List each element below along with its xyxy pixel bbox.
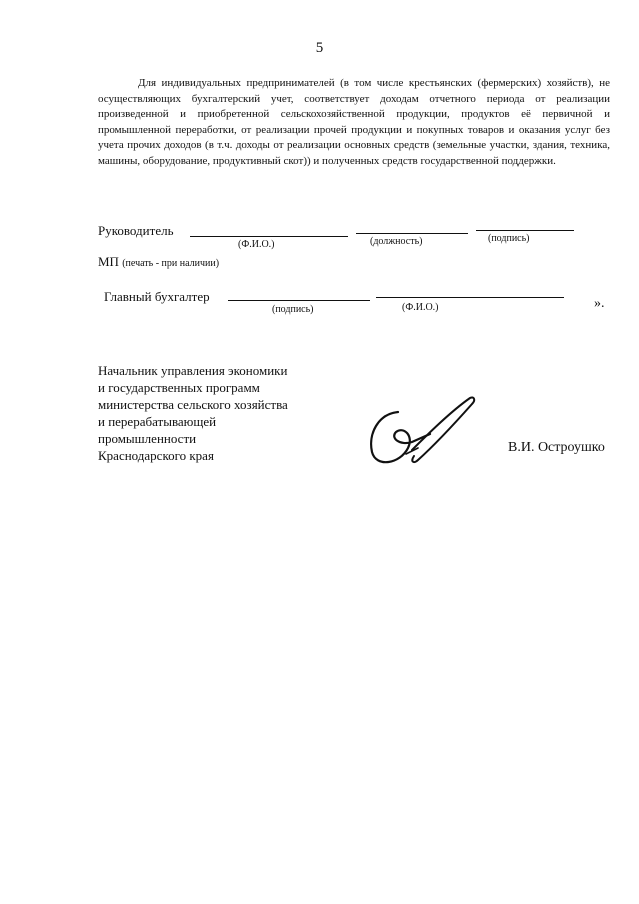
head-fio-line — [190, 236, 348, 237]
official-title-line: министерства сельского хозяйства — [98, 397, 288, 412]
body-paragraph: Для индивидуальных предпринимателей (в том числе крестьянских (фермерских) хозяйств), не осуществляющих бухгалтерский учет, соответствует доходам отчетного периода от реализации произведенной и приобретенной сельскохозяйственной продукции, продуктов её первичной и промышленной переработки, от реализации прочей продукции и покупных товаров и оказания услуг без учета прочих доходов (в т.ч. доходы от реализации основных средств (земельные участки, здания, техника, машины, оборудование, продуктивный скот)) и полученных средств государственной поддержки. — [98, 77, 610, 167]
stamp-label: МП — [98, 254, 119, 269]
accountant-fio-caption: (Ф.И.О.) — [402, 302, 439, 313]
head-signature-line — [476, 230, 574, 231]
closing-quote: ». — [594, 296, 605, 311]
official-title-line: промышленности — [98, 431, 197, 446]
accountant-label: Главный бухгалтер — [104, 289, 210, 304]
head-position-line — [356, 233, 468, 234]
accountant-signature-caption: (подпись) — [272, 304, 314, 315]
official-title-line: Начальник управления экономики — [98, 363, 288, 378]
stamp-note: (печать - при наличии) — [122, 258, 220, 269]
head-position-caption: (должность) — [370, 236, 423, 247]
page-number: 5 — [315, 40, 324, 56]
accountant-fio-line — [376, 297, 564, 298]
handwritten-signature — [360, 392, 490, 472]
official-title-line: Краснодарского края — [98, 448, 214, 463]
stamp-line — [98, 254, 219, 270]
official-title-line: и перерабатывающей — [98, 414, 217, 429]
head-label: Руководитель — [98, 223, 174, 238]
accountant-signature-line — [228, 300, 370, 301]
official-title — [98, 362, 348, 464]
head-fio-caption: (Ф.И.О.) — [238, 239, 275, 250]
head-signature-caption: (подпись) — [488, 233, 530, 244]
official-name: В.И. Остроушко — [508, 440, 605, 455]
official-title-line: и государственных программ — [98, 380, 260, 395]
